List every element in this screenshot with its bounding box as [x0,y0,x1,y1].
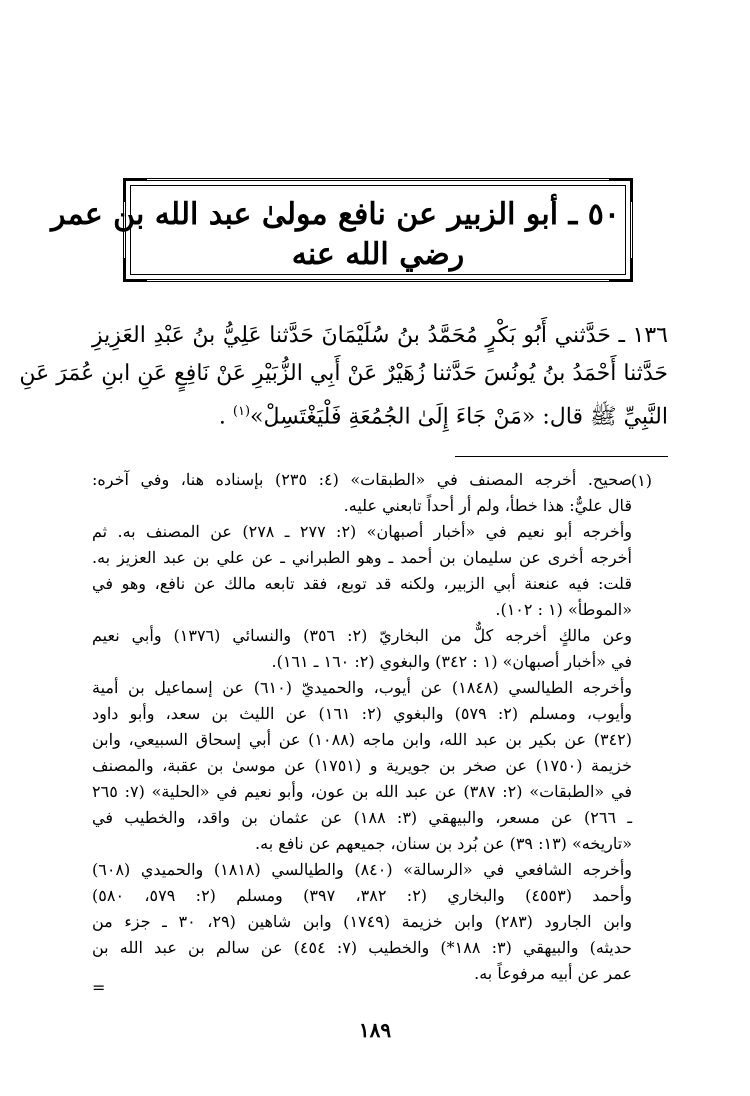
chapter-title-subline: رضي الله عنه [291,237,465,272]
footnote-line: عمر عن أبيه مرفوعاً به. [474,964,632,983]
hadith-line: حَدَّثنا أَحْمَدُ بنُ يُونُسَ حَدَّثنا زُهَيْرٌ عَنْ أَبِي الزُّبَيْرِ عَنْ نَافِعٍ عَنِ ابنِ عُمَرَ عَنِ [19,361,668,386]
footnote-line: وأحمد (٤٥٥٣) والبخاري (٢: ٣٨٢، ٣٩٧) ومسلم (٢: ٥٧٩، ٥٨٠) [92,886,632,905]
footnote-line: قلت: فيه عنعنة أبي الزبير، ولكنه قد توبع، فقد تابعه مالك عن نافع، وهو في [92,574,632,593]
hadith-line-text: النَّبِيِّ ﷺ قال: «مَنْ جَاءَ إِلَىٰ الجُمُعَةِ فَلْيَغْتَسِلْ» [250,404,668,430]
footnote-separator [455,456,668,457]
footnote-line: صحيح. أخرجه المصنف في «الطبقات» (٤: ٢٣٥) بإسناده هنا، وفي آخره: [92,470,632,489]
chapter-title-frame [50,178,633,282]
footnote-number: (١) [630,471,652,490]
hadith-line: ١٣٦ ـ حَدَّثني أَبُو بَكْرٍ مُحَمَّدُ بنُ سُلَيْمَانَ حَدَّثنا عَلِيُّ بنُ عَبْدِ العَزِيزِ [92,323,668,348]
footnote-line: «الموطأ» (١ : ١٠٢). [495,600,632,619]
footnote-line: أخرجه أخرى عن سليمان بن أحمد ـ وهو الطبراني ـ عن علي بن عبد العزيز به. [92,548,632,567]
chapter-title: ٥٠ ـ أبو الزبير عن نافع مولىٰ عبد الله بن عمر [50,197,620,232]
footnote-line: وأخرجه الطيالسي (١٨٤٨) عن أيوب، والحميديّ (٦١٠) عن إسماعيل بن أمية [92,678,633,697]
hadith-line: النَّبِيِّ ﷺ قال: «مَنْ جَاءَ إِلَىٰ الجُمُعَةِ فَلْيَغْتَسِلْ»$^{(١)}$ . [218,404,668,430]
footnote-line: وابن الجارود (٢٨٣) وابن خزيمة (١٧٤٩) وابن شاهين (٢٩، ٣٠ ـ جزء من [92,912,633,931]
footnote-line: «تاريخه» (١٣: ٣٩) عن بُرد بن سنان، جميعهم عن نافع به. [255,834,632,853]
footnote-line: خزيمة (١٧٥٠) عن صخر بن جويرية و (١٧٥١) عن موسىٰ بن عقبة، والمصنف [92,756,633,775]
footnote-line: في «أخبار أصبهان» (١ : ٣٤٢) والبغوي (٢: ١٦٠ ـ ١٦١). [271,652,632,671]
footnote-line: حديثه) والبيهقي (٣: ١٨٨*) والخطيب (٧: ٤٥٤) عن سالم بن عبد الله بن [92,938,633,957]
footnote-continuation-mark: = [92,978,106,997]
page-number: ١٨٩ [358,1018,392,1042]
footnote-line: وأيوب، ومسلم (٢: ٥٧٩) والبغوي (٢: ١٦١) عن الليث بن سعد، وأبو داود [92,704,633,723]
footnote-line: (٣٤٢) عن بكير بن عبد الله، وابن ماجه (١٠٨٨) عن أبي إسحاق السبيعي، وابن [92,730,633,749]
footnote-line: قال عليٌّ: هذا خطأ، ولم أر أحداً تابعني عليه. [343,496,632,515]
footnote-line: ـ ٢٦٦) عن مسعر، والبيهقي (٣: ١٨٨) عن عثمان بن واقد، والخطيب في [92,808,633,827]
footnote-reference: (١) [232,404,251,419]
footnote-line: وعن مالكٍ أخرجه كلٌّ من البخاريّ (٢: ٣٥٦) والنسائي (١٣٧٦) وأبي نعيم [92,626,632,645]
footnote-line: في «الطبقات» (٢: ٣٨٧) عن عبد الله بن عون، وأبو نعيم في «الحلية» (٧: ٢٦٥ [92,782,632,801]
footnote-line: وأخرجه أبو نعيم في «أخبار أصبهان» (٢: ٢٧٧ ـ ٢٧٨) عن المصنف به. ثم [92,522,633,541]
footnote-line: وأخرجه الشافعي في «الرسالة» (٨٤٠) والطيالسي (١٨١٨) والحميدي (٦٠٨) [92,860,633,879]
